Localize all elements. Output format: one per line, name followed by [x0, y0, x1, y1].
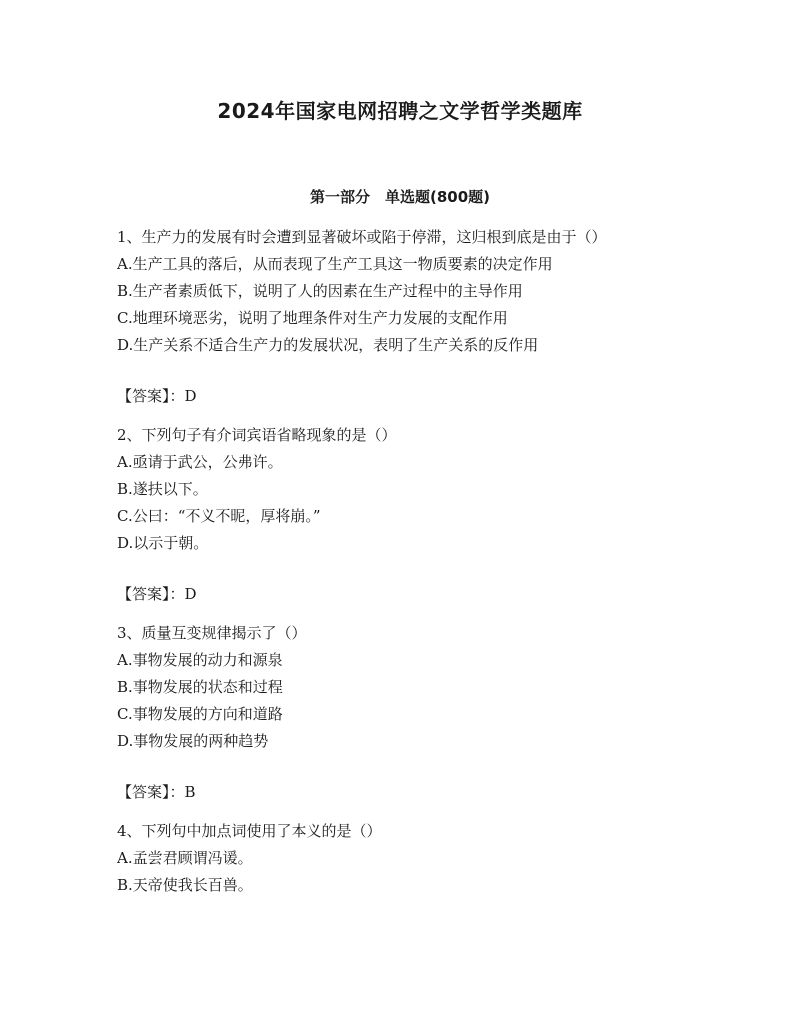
- question-list: [117, 224, 687, 899]
- page-title: 2024年国家电网招聘之文学哲学类题库: [217, 99, 583, 123]
- answer-label: 【答案】：B: [117, 783, 196, 801]
- question-stem: 4、下列句中加点词使用了本义的是（）: [117, 822, 382, 840]
- question-1: [117, 224, 687, 410]
- option-a: A.亟请于武公，公弗许。: [117, 453, 283, 471]
- option-d: D.以示于朝。: [117, 534, 209, 552]
- answer-label: 【答案】：D: [117, 585, 197, 603]
- section-heading: 第一部分 单选题(800题): [309, 188, 491, 206]
- option-d: D.生产关系不适合生产力的发展状况，表明了生产关系的反作用: [117, 336, 539, 354]
- question-3: [117, 620, 687, 806]
- option-b: B.生产者素质低下，说明了人的因素在生产过程中的主导作用: [117, 282, 523, 300]
- question-4: [117, 818, 687, 899]
- question-stem: 3、质量互变规律揭示了（）: [117, 624, 307, 642]
- option-a: A.生产工具的落后，从而表现了生产工具这一物质要素的决定作用: [117, 255, 553, 273]
- option-c: C.公曰：“不义不昵，厚将崩。”: [117, 507, 321, 525]
- option-b: B.天帝使我长百兽。: [117, 876, 253, 894]
- option-a: A.孟尝君顾谓冯谖。: [117, 849, 253, 867]
- option-b: B.事物发展的状态和过程: [117, 678, 283, 696]
- question-stem: 1、生产力的发展有时会遭到显著破坏或陷于停滞，这归根到底是由于（）: [117, 228, 607, 246]
- option-b: B.遂扶以下。: [117, 480, 208, 498]
- option-a: A.事物发展的动力和源泉: [117, 651, 283, 669]
- option-d: D.事物发展的两种趋势: [117, 732, 269, 750]
- option-c: C.地理环境恶劣，说明了地理条件对生产力发展的支配作用: [117, 309, 508, 327]
- question-stem: 2、下列句子有介词宾语省略现象的是（）: [117, 426, 397, 444]
- answer-label: 【答案】：D: [117, 387, 197, 405]
- question-2: [117, 422, 687, 608]
- option-c: C.事物发展的方向和道路: [117, 705, 283, 723]
